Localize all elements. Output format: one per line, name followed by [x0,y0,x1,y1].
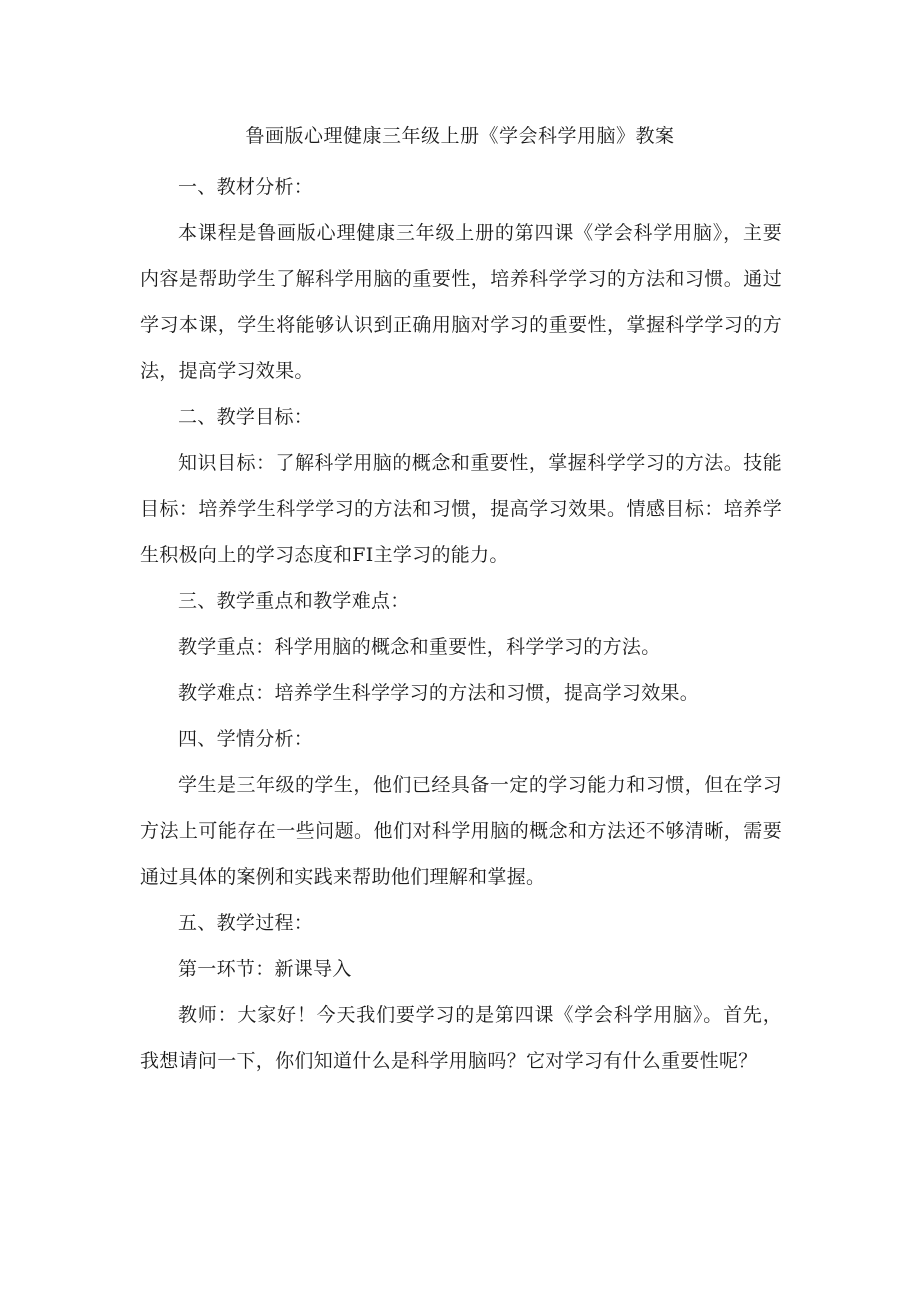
document-title: 鲁画版心理健康三年级上册《学会科学用脑》教案 [245,125,675,147]
section-heading-student-analysis: 四、学情分析： [178,728,314,750]
section-heading-key-points: 三、教学重点和教学难点： [178,590,410,612]
paragraph-difficulty: 教学难点：培养学生科学学习的方法和习惯，提高学习效果。 [178,682,700,704]
paragraph-step-one: 第一环节：新课导入 [178,958,352,980]
paragraph-teaching-goals: 知识目标：了解科学用脑的概念和重要性，掌握科学学习的方法。技能目标：培养学生科学学习的方法和习惯，提高学习效果。情感目标：培养学生积极向上的学习态度和FI主学习的能力。 [140,452,782,566]
document-body [140,164,782,1084]
section-heading-teaching-goals: 二、教学目标： [178,406,314,428]
paragraph-student-analysis: 学生是三年级的学生，他们已经具备一定的学习能力和习惯，但在学习方法上可能存在一些问题。他们对科学用脑的概念和方法还不够清晰，需要通过具体的案例和实践来帮助他们理解和掌握。 [140,774,782,888]
section-heading-textbook-analysis: 一、教材分析： [178,176,314,198]
paragraph-key-point: 教学重点：科学用脑的概念和重要性，科学学习的方法。 [178,636,661,658]
section-heading-teaching-process: 五、教学过程： [178,912,314,934]
paragraph-textbook-analysis: 本课程是鲁画版心理健康三年级上册的第四课《学会科学用脑》，主要内容是帮助学生了解科学用脑的重要性，培养科学学习的方法和习惯。通过学习本课，学生将能够认识到正确用脑对学习的重要性，掌握科学学习的方法，提高学习效果。 [140,222,782,382]
paragraph-teacher-intro: 教师：大家好！今天我们要学习的是第四课《学会科学用脑》。首先，我想请问一下，你们知道什么是科学用脑吗？它对学习有什么重要性呢？ [140,1004,782,1072]
